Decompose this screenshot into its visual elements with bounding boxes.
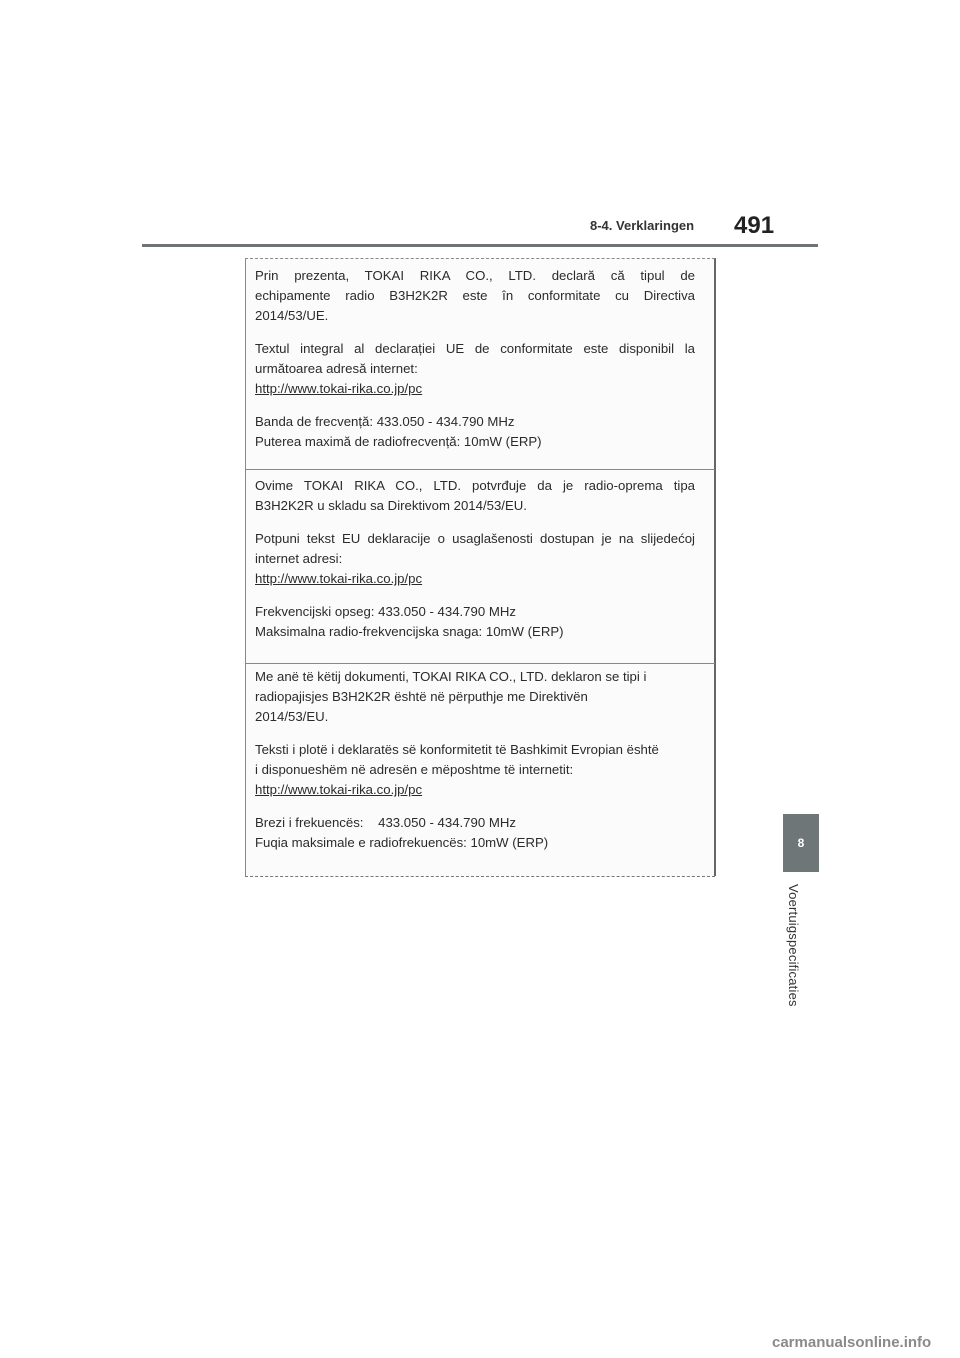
declaration-specs (255, 602, 695, 642)
text-line: Puterea maximă de radiofrecvență: 10mW (ERP) (255, 434, 542, 449)
text-line: Banda de frecvență: 433.050 - 434.790 MHz (255, 414, 515, 429)
text-line: Brezi i frekuencës: 433.050 - 434.790 MHz (255, 815, 516, 830)
declaration-intro (255, 266, 695, 326)
text-line: 2014/53/EU. (255, 709, 329, 724)
header-rule (142, 244, 818, 247)
declaration-text (255, 339, 695, 399)
text-line: Potpuni tekst EU deklaracije o usaglašenosti dostupan je na slijedećoj (255, 531, 695, 546)
declaration-bosnian (255, 476, 695, 655)
declaration-link[interactable]: http://www.tokai-rika.co.jp/pc (255, 571, 423, 586)
declaration-link[interactable]: http://www.tokai-rika.co.jp/pc (255, 782, 423, 797)
text-line: Teksti i plotë i deklaratës së konformitetit të Bashkimit Evropian është (255, 742, 659, 757)
text-line: următoarea adresă internet: (255, 361, 418, 376)
text-line: Me anë të këtij dokumenti, TOKAI RIKA CO., LTD. deklaron se tipi i (255, 669, 647, 684)
box-divider (245, 469, 715, 470)
box-divider (245, 663, 715, 664)
text-line: echipamente radio B3H2K2R este în conformitate cu Directiva (255, 288, 695, 303)
text-line: Maksimalna radio-frekvencijska snaga: 10mW (ERP) (255, 624, 564, 639)
chapter-label: Voertuigspecificaties (786, 884, 801, 1007)
declaration-text (255, 740, 695, 800)
declaration-intro (255, 476, 695, 516)
watermark: carmanualsonline.info (772, 1334, 932, 1351)
text-line: Frekvencijski opseg: 433.050 - 434.790 MHz (255, 604, 516, 619)
chapter-tab[interactable] (783, 814, 819, 872)
text-line: Prin prezenta, TOKAI RIKA CO., LTD. declară că tipul de (255, 268, 695, 283)
declaration-specs (255, 813, 695, 853)
text-line: Textul integral al declarației UE de conformitate este disponibil la (255, 341, 695, 356)
text-line: internet adresi: (255, 551, 343, 566)
declaration-intro (255, 667, 695, 727)
page-number: 491 (734, 212, 775, 239)
chapter-number: 8 (797, 836, 805, 850)
declaration-specs (255, 412, 695, 452)
declaration-albanian (255, 667, 695, 866)
declaration-romanian (255, 266, 695, 465)
declaration-text (255, 529, 695, 589)
box-top-border (245, 258, 715, 259)
text-line: Ovime TOKAI RIKA CO., LTD. potvrđuje da je radio-oprema tipa (255, 478, 695, 493)
text-line: 2014/53/UE. (255, 308, 329, 323)
text-line: i disponueshëm në adresën e mëposhtme të internetit: (255, 762, 574, 777)
text-line: radiopajisjes B3H2K2R është në përputhje me Direktivën (255, 689, 588, 704)
declaration-link[interactable]: http://www.tokai-rika.co.jp/pc (255, 381, 423, 396)
box-bottom-border (245, 876, 715, 877)
section-title: 8-4. Verklaringen (590, 218, 695, 233)
text-line: B3H2K2R u skladu sa Direktivom 2014/53/EU. (255, 498, 527, 513)
text-line: Fuqia maksimale e radiofrekuencës: 10mW (ERP) (255, 835, 549, 850)
